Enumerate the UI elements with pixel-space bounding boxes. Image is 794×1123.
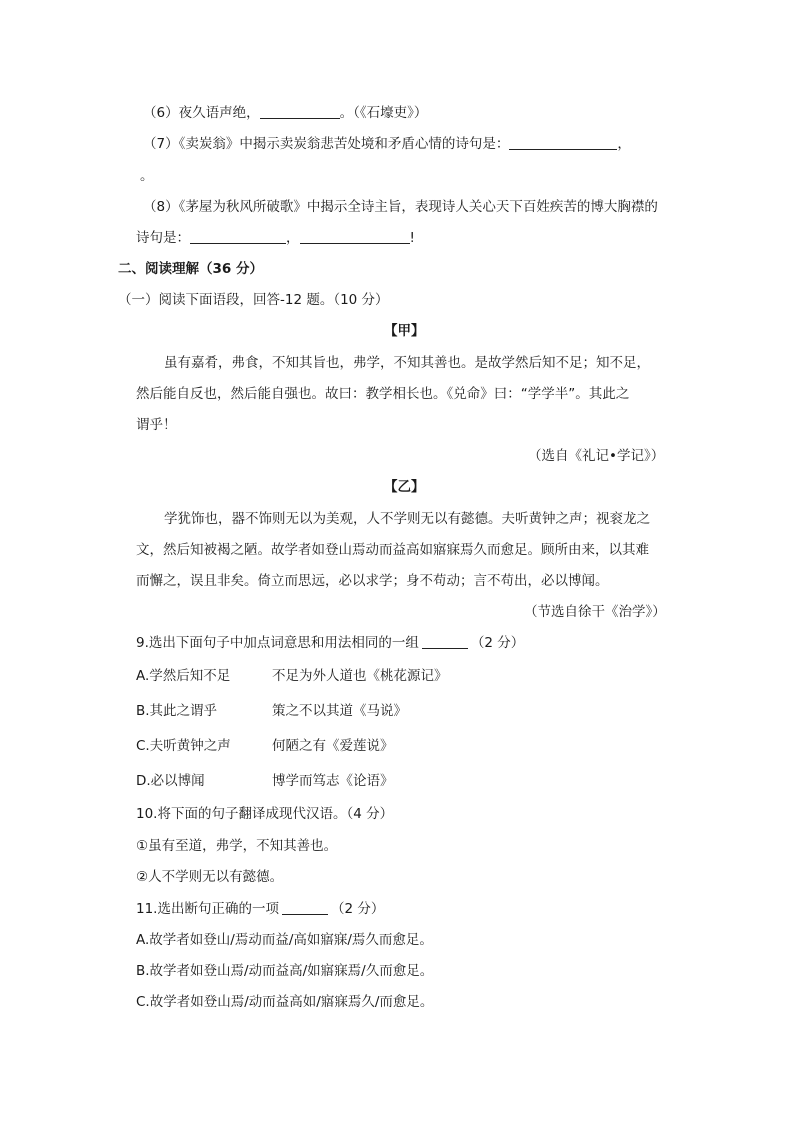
question-9 [136, 634, 524, 652]
q9-option-a-left: A.学然后知不足 [136, 668, 231, 684]
q11-option-a: A.故学者如登山/焉动而益/高如寤寐/焉久而愈足。 [136, 932, 433, 948]
q9-option-a-right: 不足为外人道也《桃花源记》 [272, 668, 448, 684]
q8-line1: （8）《茅屋为秋风所破歌》中揭示全诗主旨，表现诗人关心天下百姓疾苦的博大胸襟的 [143, 199, 658, 215]
passage-yi-source: （节选自徐干《治学》） [524, 604, 666, 620]
q11-stem: 11.选出断句正确的一项 [136, 901, 279, 917]
question-10: 10.将下面的句子翻译成现代汉语。（4 分） [136, 806, 394, 822]
section-2-sub1: （一）阅读下面语段，回答-12 题。（10 分） [118, 292, 389, 308]
passage-yi-line-3: 而懈之，误且非矣。倚立而思远，必以求学；身不苟动；言不苟出，必以博闻。 [136, 573, 609, 589]
q11-option-c: C.故学者如登山焉/动而益高如/寤寐焉久/而愈足。 [136, 994, 434, 1010]
q8-prefix: 诗句是： [136, 230, 190, 246]
question-7 [143, 135, 631, 153]
passage-yi-heading: 【乙】 [384, 479, 425, 495]
q10-item-1: ①虽有至道，弗学，不知其善也。 [136, 838, 338, 854]
section-2-title: 二、阅读理解（36 分） [118, 261, 263, 277]
q8-answer-blank-2[interactable] [300, 229, 410, 244]
passage-yi-line-1: 学犹饰也，器不饰则无以为美观，人不学则无以有懿德。夫听黄钟之声；视衮龙之 [164, 511, 650, 527]
q6-prefix: （6）夜久语声绝， [143, 105, 260, 121]
q9-option-d-right: 博学而笃志《论语》 [272, 773, 394, 789]
q9-option-b-right: 策之不以其道《马说》 [272, 703, 407, 719]
passage-jia-line-1: 虽有嘉肴，弗食，不知其旨也，弗学，不知其善也。是故学然后知不足；知不足， [164, 355, 650, 371]
q11-option-b: B.故学者如登山焉/动而益高/如寤寐焉/久而愈足。 [136, 963, 434, 979]
q7-answer-blank[interactable] [509, 135, 617, 150]
q11-score: （2 分） [330, 901, 385, 917]
q8-suffix: ! [409, 230, 415, 246]
q9-option-d-left: D.必以博闻 [136, 773, 205, 789]
question-11 [136, 900, 384, 918]
q8-answer-blank-1[interactable] [190, 229, 286, 244]
q8-mid: ， [286, 230, 300, 246]
q9-score: （2 分） [470, 635, 525, 651]
q7-continuation: 。 [140, 168, 154, 184]
q9-option-c-right: 何陋之有《爱莲说》 [272, 738, 394, 754]
passage-jia-heading: 【甲】 [384, 323, 425, 339]
passage-yi-line-2: 文，然后知被褐之陋。故学者如登山焉动而益高如寤寐焉久而愈足。顾所由来，以其难 [136, 542, 649, 558]
q6-answer-blank[interactable] [260, 104, 340, 119]
q10-item-2: ②人不学则无以有懿德。 [136, 869, 284, 885]
q9-option-c-left: C.夫听黄钟之声 [136, 738, 231, 754]
q6-suffix: 。（《石壕吏》） [339, 105, 428, 121]
q9-answer-blank[interactable] [422, 634, 468, 649]
q11-answer-blank[interactable] [282, 900, 328, 915]
q9-option-b-left: B.其此之谓乎 [136, 703, 218, 719]
q7-prefix: （7）《卖炭翁》中揭示卖炭翁悲苦处境和矛盾心情的诗句是： [143, 136, 510, 152]
question-6 [143, 104, 427, 122]
question-8 [136, 229, 415, 247]
passage-jia-line-3: 谓乎！ [136, 417, 177, 433]
q9-stem: 9.选出下面句子中加点词意思和用法相同的一组 [136, 635, 419, 651]
passage-jia-line-2: 然后能自反也，然后能自强也。故曰：教学相长也。《兑命》曰：“学学半”。其此之 [136, 386, 630, 402]
passage-jia-source: （选自《礼记•学记》） [528, 448, 665, 464]
q7-suffix: ， [617, 136, 631, 152]
